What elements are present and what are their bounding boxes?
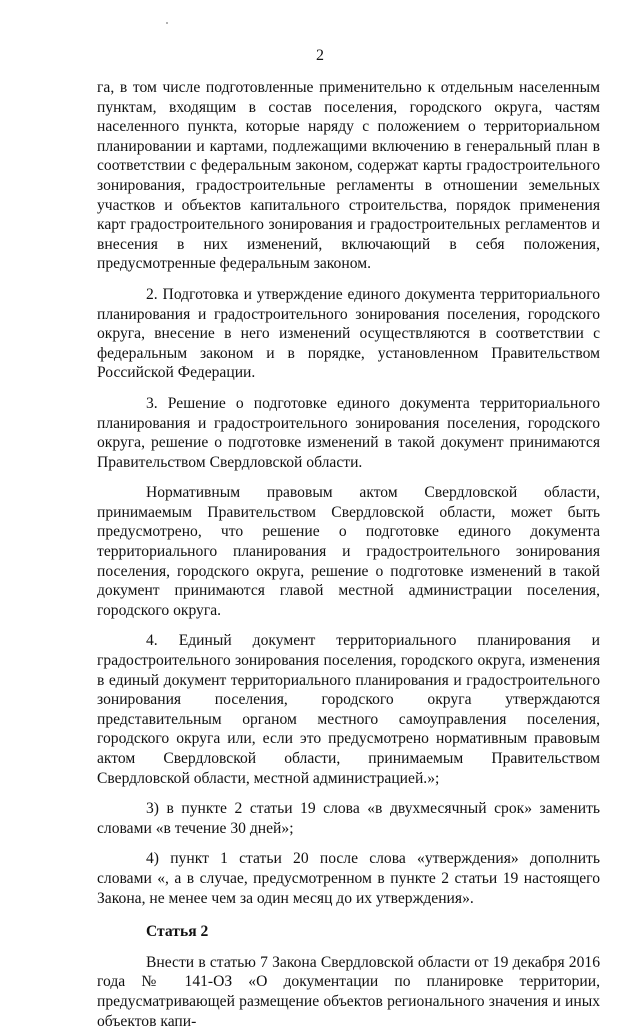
- paragraph-normative-act: Нормативным правовым актом Свердловской области, принимаемым Правительством Свердловской области, может быть предусмотрено, что решение о подготовке единого документа территориального планирования и градостроительного зонирования поселения, городского округа, решение о подготовке изменений в такой документ принимаются главой местной администрации поселения, городского округа.: [97, 484, 600, 619]
- paragraph-article-2: Внести в статью 7 Закона Свердловской области от 19 декабря 2016 года № 141-ОЗ «О документации по планировке территории, предусматривающей размещение объектов регионального значения и иных объектов капи-: [97, 953, 600, 1030]
- paragraph-clause-4: 4. Единый документ территориального планирования и градостроительного зонирования поселения, городского округа, изменения в единый документ территориального планирования и градостроительного зонирования поселения, городского округа утверждаются представительным органом местного самоуправления поселения, городского округа или, если это предусмотрено нормативным правовым актом Свердловской области, принимаемым Правительством Свердловской области, местной администрацией.»;: [97, 632, 600, 787]
- page-number: 2: [316, 47, 324, 64]
- paragraph-clause-3: 3. Решение о подготовке единого документа территориального планирования и градостроительного зонирования поселения, городского округа, решение о подготовке изменений в такой документ принимаются Правительством Свердловской области.: [97, 394, 600, 471]
- paragraph-item-3: 3) в пункте 2 статьи 19 слова «в двухмесячный срок» заменить словами «в течение 30 дней»;: [97, 800, 600, 837]
- scan-speck: [166, 22, 168, 24]
- article-heading: Статья 2: [146, 923, 209, 941]
- document-body: [97, 78, 600, 1031]
- paragraph-continuation: га, в том числе подготовленные применительно к отдельным населенным пунктам, входящим в состав поселения, городского округа, частям населенного пункта, которые наряду с положением о территориальном планировании и картами, подлежащими включению в генеральный план в соответствии с федеральным законом, содержат карты градостроительного зонирования, градостроительные регламенты в отношении земельных участков и объектов капитального строительства, порядок применения карт градостроительного зонирования и градостроительных регламентов и внесения в них изменений, включающий в себя положения, предусмотренные федеральным законом.: [97, 79, 600, 273]
- paragraph-item-4: 4) пункт 1 статьи 20 после слова «утверждения» дополнить словами «, а в случае, предусмотренном в пункте 2 статьи 19 настоящего Закона, не менее чем за один месяц до их утверждения».: [97, 850, 600, 907]
- paragraph-clause-2: 2. Подготовка и утверждение единого документа территориального планирования и градостроительного зонирования поселения, городского округа, внесение в него изменений осуществляются в соответствии с федеральным законом и в порядке, установленном Правительством Российской Федерации.: [97, 285, 600, 382]
